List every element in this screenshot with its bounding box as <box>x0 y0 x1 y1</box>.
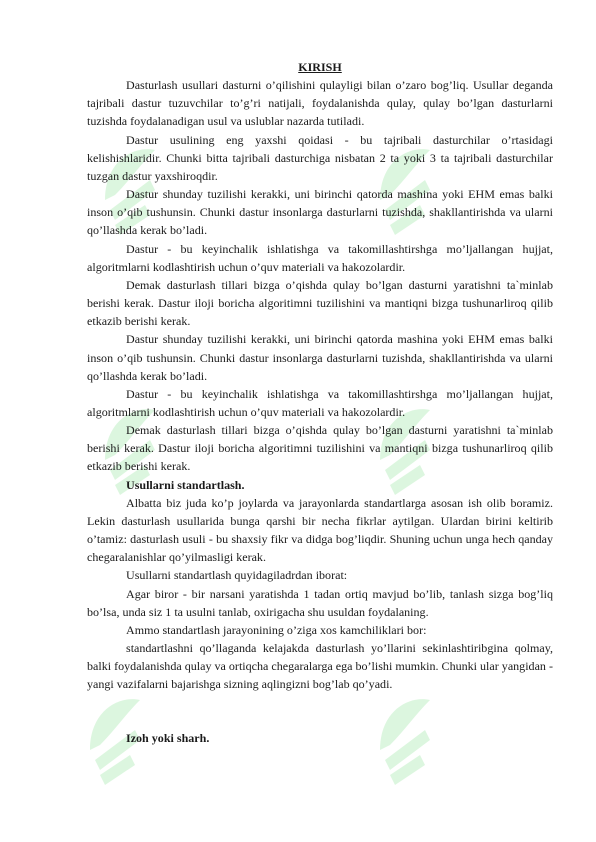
paragraph: Dastur shunday tuzilishi kerakki, uni birinchi qatorda mashina yoki EHM emas balki inson o’qib tushunsin. Chunki dastur insonlarga dasturlarni tuzishda, shakllantirishda va ularni qo’llashda kerak bo’ladi. <box>87 332 553 383</box>
document-title: KIRISH <box>298 60 342 74</box>
paragraph: Demak dasturlash tillari bizga o’qishda qulay bo’lgan dasturni yaratishni ta`minlab berishi kerak. Dastur iloji boricha algoritimni tuzilishini va mantiqni bizga tushunarliroq qilib etkazib berishi kerak. <box>87 277 553 329</box>
paragraph: Demak dasturlash tillari bizga o’qishda qulay bo’lgan dasturni yaratishni ta`minlab berishi kerak. Dastur iloji boricha algoritimni tuzilishini va mantiqni bizga tushunarliroq qilib etkazib berishi kerak. <box>87 423 553 474</box>
footer-heading: Izoh yoki sharh. <box>126 731 210 746</box>
section-heading: Usullarni standartlash. <box>126 477 245 492</box>
paragraph: Dastur - bu keyinchalik ishlatishga va takomillashtirshga mo’ljallangan hujjat, algoritmlarni kodlashtirish uchun o’quv materiali va hakozolardir. <box>87 386 553 419</box>
paragraph: Dasturlash usullari dasturni o’qilishini qulayligi bilan o’zaro bog’liq. Usullar deganda tajribali dastur tuzuvchilar to’g’ri natijali, foydalanishda qulay, qulay bo’lgan dasturlarni tuzishda foydalanadigan usul va uslublar nazarda tutiladi. <box>87 78 553 129</box>
document-body <box>87 58 553 748</box>
paragraph: Agar biror - bir narsani yaratishda 1 tadan ortiq mavjud bo’lib, tanlash sizga bog’liq bo’lsa, unda siz 1 ta usulni tanlab, oxirigacha shu usuldan foydalaning. <box>87 586 553 619</box>
spacer <box>87 693 553 729</box>
paragraph: Albatta biz juda ko’p joylarda va jarayonlarda standartlarga asosan ish olib boramiz. Lekin dasturlash usullarida bunga qarshi bir necha fikrlar aytilgan. Ulardan birini keltirib o’tamiz: dasturlash usuli - bu shaxsiy fikr va didga bog’liqdir. Shuning uchun unga hech qanday chegaralanishlar qo’yilmasligi kerak. <box>87 495 553 565</box>
paragraph: standartlashni qo’llaganda kelajakda dasturlash yo’llarini sekinlashtiribgina qolmay, balki foydalanishda qulay va ortiqcha chegaralarga ega bo’lishi mumkin. Chunki ular yangidan - yangi vazifalarni bajarishga sizning aqlingizni bog’lab qo’yadi. <box>87 641 553 692</box>
paragraph: Dastur usulining eng yaxshi qoidasi - bu tajribali dasturchilar o’rtasidagi kelishishlaridir. Chunki bitta tajribali dasturchiga nisbatan 2 ta yoki 3 ta tajribali dasturchilar tuzgan dastur yaxshiroqdir. <box>87 132 553 183</box>
paragraph: Usullarni standartlash quyidagiladrdan iborat: <box>126 568 348 583</box>
paragraph: Ammo standartlash jarayonining o’ziga xos kamchiliklari bor: <box>126 622 427 637</box>
paragraph: Dastur shunday tuzilishi kerakki, uni birinchi qatorda mashina yoki EHM emas balki inson o’qib tushunsin. Chunki dastur insonlarga dasturlarni tuzishda, shakllantirishda va ularni qo’llashda kerak bo’ladi. <box>87 187 553 238</box>
paragraph: Dastur - bu keyinchalik ishlatishga va takomillashtirshga mo’ljallangan hujjat, algoritmlarni kodlashtirish uchun o’quv materiali va hakozolardir. <box>87 241 553 274</box>
